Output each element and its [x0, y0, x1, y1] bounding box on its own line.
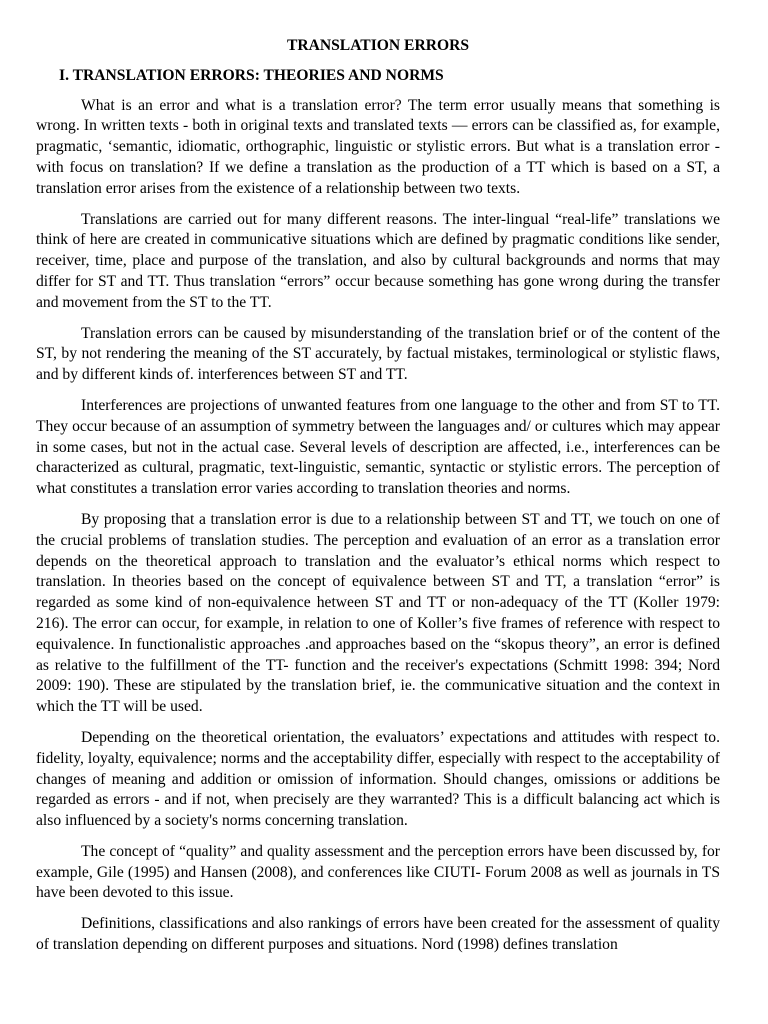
- document-title: TRANSLATION ERRORS: [286, 37, 470, 54]
- paragraph: By proposing that a translation error is due to a relationship between ST and TT, we touch on one of the crucial problems of translation studies. The perception and evaluation of an error as a translation error depends on the theoretical approach to translation and the evaluator’s ethical norms which respect to translation. In theories based on the concept of equivalence between ST and TT, a translation “error” is regarded as some kind of non-equivalence hetween ST and TT or non-adequacy of the TT (Koller 1979: 216). The error can occur, for example, in relation to one of Koller’s five frames of reference with respect to equivalence. In functionalistic approaches .and approaches based on the “skopus theory”, an error is defined as relative to the fulfillment of the TT- function and the receiver's expectations (Schmitt 1998: 394; Nord 2009: 190). These are stipulated by the translation brief, ie. the communicative situation and the context in which the TT will be used.: [36, 510, 720, 716]
- document-page: [36, 36, 720, 966]
- paragraph: Depending on the theoretical orientation, the evaluators’ expectations and attitudes with respect to. fidelity, loyalty, equivalence; norms and the acceptability differ, especially with respect to the acceptability of changes of meaning and addition or omission of information. Should changes, omissions or additions be regarded as errors - and if not, when precisely are they warranted? This is a difficult balancing act which is also influenced by a society's norms concerning translation.: [36, 728, 720, 830]
- paragraph: Translation errors can be caused by misunderstanding of the translation brief or of the content of the ST, by not rendering the meaning of the ST accurately, by factual mistakes, terminological or stylistic flaws, and by different kinds of. interferences between ST and TT.: [36, 324, 720, 384]
- paragraph: Definitions, classifications and also rankings of errors have been created for the assessment of quality of translation depending on different purposes and situations. Nord (1998) defines translation: [36, 915, 720, 954]
- paragraph: Interferences are projections of unwanted features from one language to the other and from ST to TT. They occur because of an assumption of symmetry between the languages and/ or cultures which may appear in some cases, but not in the actual case. Several levels of description are affected, i.e., interferences can be characterized as cultural, pragmatic, text-linguistic, semantic, syntactic or stylistic errors. The perception of what constitutes a translation error varies according to translation theories and norms.: [36, 396, 720, 498]
- paragraph: Translations are carried out for many different reasons. The inter-lingual “real-life” translations we think of here are created in communicative situations which are defined by pragmatic conditions like sender, receiver, time, place and purpose of the translation, and also by cultural backgrounds and norms that may differ for ST and TT. Thus translation “errors” occur because something has gone wrong during the transfer and movement from the ST to the TT.: [36, 210, 720, 311]
- paragraph: What is an error and what is a translation error? The term error usually means that something is wrong. In written texts - both in original texts and translated texts — errors can be classified as, for example, pragmatic, ‘semantic, idiomatic, orthographic, linguistic or stylistic errors. But what is a translation error - with focus on translation? If we define a translation as the production of a TT which is based on a ST, a translation error arises from the existence of a relationship between two texts.: [36, 96, 720, 197]
- section-heading: I. TRANSLATION ERRORS: THEORIES AND NORMS: [59, 66, 444, 84]
- paragraph: The concept of “quality” and quality assessment and the perception errors have been discussed by, for example, Gile (1995) and Hansen (2008), and conferences like CIUTI- Forum 2008 as well as journals in TS have been devoted to this issue.: [36, 842, 720, 902]
